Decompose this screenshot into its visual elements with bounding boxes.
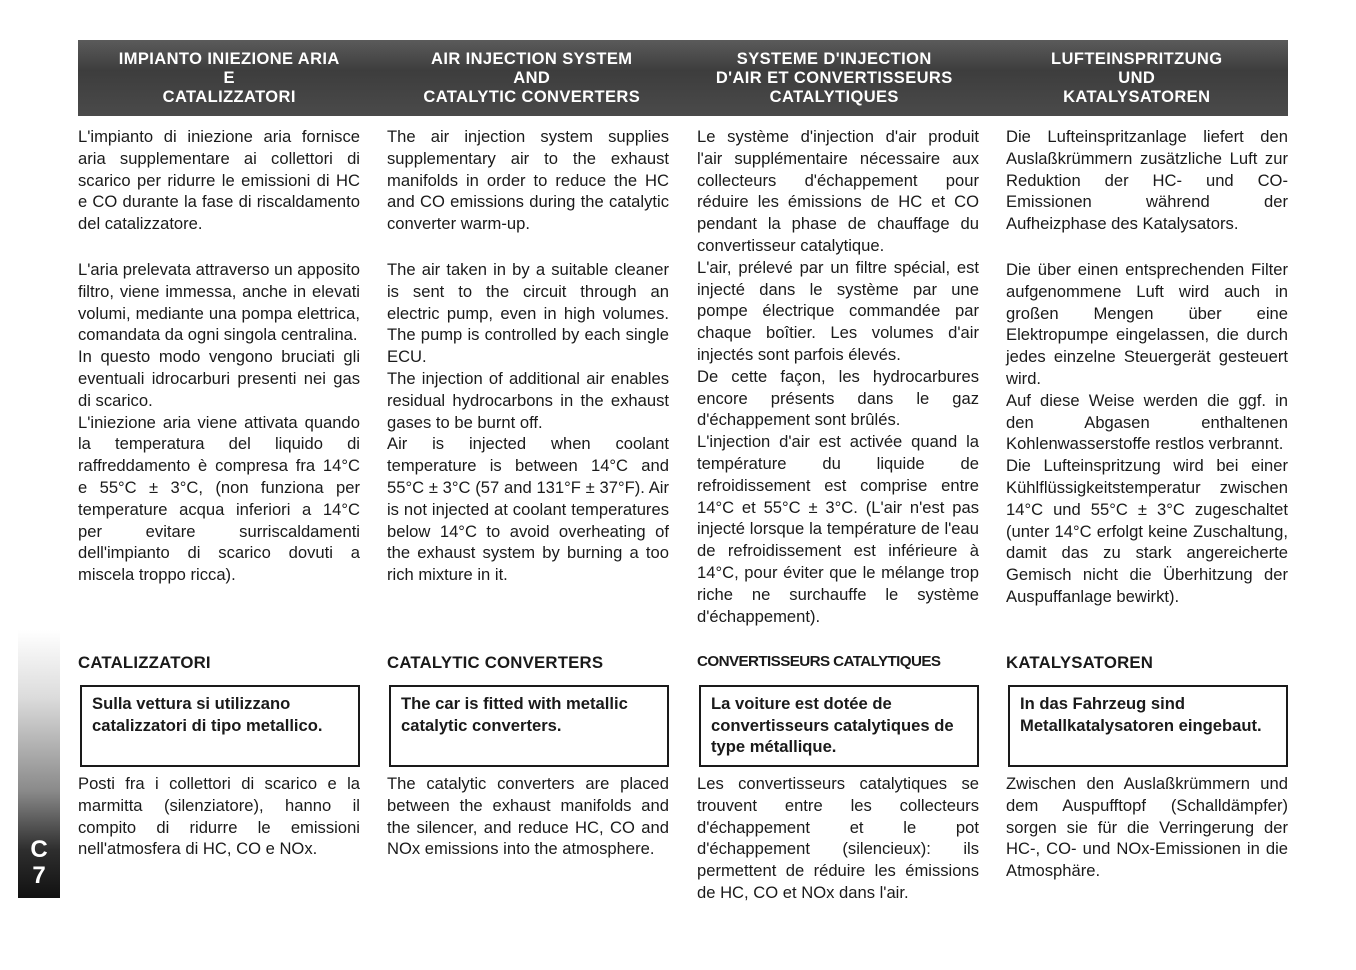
paragraph: De cette façon, les hydrocarbures encore présents dans le gaz d'échappement sont brûlés. xyxy=(697,366,979,430)
header-line: E xyxy=(223,68,235,87)
paragraph: The injection of additional air enables residual hydrocarbons in the exhaust gases to be burnt off. xyxy=(387,368,669,432)
paragraph: Die Lufteinspritzanlage liefert den Auslaßkrümmern zusätzliche Luft zur Reduktion der HC- und CO-Emissionen während der Aufheizphase des Katalysators. xyxy=(1006,127,1288,234)
section-letter: C xyxy=(30,836,48,863)
paragraph: In questo modo vengono bruciati gli eventuali idrocarburi presenti nei gas di scarico. xyxy=(78,347,360,410)
lower-text-german xyxy=(1006,773,1288,882)
header-line: KATALYSATOREN xyxy=(1063,87,1211,106)
paragraph: Die über einen entsprechenden Filter aufgenommene Luft wird auch in großen Mengen über eine Elektropumpe eingelassen, die durch jedes einzelne Steuergerät gesteuert wird. xyxy=(1006,259,1288,388)
section-number: 7 xyxy=(32,862,46,889)
paragraph: Les convertisseurs catalytiques se trouvent entre les collecteurs d'échappement et le pot d'échappement (silencieux): ils permettent de réduire les émissions de HC, CO et NOx dans l'air. xyxy=(697,774,979,902)
header-english xyxy=(381,40,684,116)
paragraph: The air injection system supplies supplementary air to the exhaust manifolds in order to reduce the HC and CO emissions during the catalytic converter warm-up. xyxy=(387,127,669,234)
column-english xyxy=(387,126,669,586)
section-tab xyxy=(18,830,60,896)
paragraph: Posti fra i collettori di scarico e la marmitta (silenziatore), hanno il compito di ridurre le emissioni nell'atmosfera di HC, CO e NOx. xyxy=(78,774,360,859)
header-line: CATALYTIQUES xyxy=(769,87,899,106)
lower-text-english xyxy=(387,773,669,860)
header-line: CATALYTIC CONVERTERS xyxy=(423,87,641,106)
paragraph: Le système d'injection d'air produit l'air supplémentaire nécessaire aux collecteurs d'échappement pour réduire les émissions de HC et CO pendant la phase de chauffage du convertisseur catalytique. xyxy=(697,127,979,255)
header-line: CATALIZZATORI xyxy=(162,87,296,106)
section-title-italian: CATALIZZATORI xyxy=(78,653,211,672)
header-italian xyxy=(78,40,381,116)
header-line: UND xyxy=(1118,68,1156,87)
header-line: AND xyxy=(513,68,551,87)
section-title-french: CONVERTISSEURS CATALYTIQUES xyxy=(697,653,941,670)
header-line: LUFTEINSPRITZUNG xyxy=(1051,49,1223,68)
header-band xyxy=(78,40,1288,116)
section-title-english: CATALYTIC CONVERTERS xyxy=(387,653,604,672)
note-box-german: In das Fahrzeug sind Metallkatalysatoren eingebaut. xyxy=(1008,685,1288,767)
section-title-german: KATALYSATOREN xyxy=(1006,653,1154,672)
paragraph: The air taken in by a suitable cleaner is sent to the circuit through an electric pump, even in high volumes. The pump is controlled by each single ECU. xyxy=(387,259,669,367)
lower-text-french xyxy=(697,773,979,904)
header-line: IMPIANTO INIEZIONE ARIA xyxy=(118,49,340,68)
lower-text-italian xyxy=(78,773,360,860)
paragraph: Air is injected when coolant temperature is between 14°C and 55°C ± 3°C (57 and 131°F ± 37°F). Air is not injected at coolant temperatures below 14°C to avoid overheating of the exhaust system by burning a too rich mixture in it. xyxy=(387,434,669,585)
note-box-english: The car is fitted with metallic catalytic converters. xyxy=(389,685,669,767)
paragraph: L'iniezione aria viene attivata quando la temperatura del liquido di raffreddamento è compresa fra 14°C e 55°C ± 3°C, (non funziona per temperature acqua inferiori a 14°C per evitare surriscaldamenti dell'impianto di scarico dovuti a miscela troppo ricca). xyxy=(78,412,360,585)
header-line: AIR INJECTION SYSTEM xyxy=(431,49,633,68)
column-german xyxy=(1006,126,1288,608)
paragraph: Zwischen den Auslaßkrümmern und dem Auspufftopf (Schalldämpfer) sorgen sie für die Verringerung der HC-, CO- und NOx-Emissionen in die Atmosphäre. xyxy=(1006,774,1288,881)
paragraph: L'impianto di iniezione aria fornisce aria supplementare ai collettori di scarico per ridurre le emissioni di HC e CO durante la fase di riscaldamento del catalizzatore. xyxy=(78,127,360,234)
column-french xyxy=(697,126,979,627)
paragraph: L'aria prelevata attraverso un apposito filtro, viene immessa, anche in elevati volumi, mediante una pompa elettrica, comandata da ogni singola centralina. xyxy=(78,259,360,345)
header-line: SYSTEME D'INJECTION xyxy=(736,49,932,68)
note-box-italian: Sulla vettura si utilizzano catalizzatori di tipo metallico. xyxy=(80,685,360,767)
paragraph: L'injection d'air est activée quand la température du liquide de refroidissement est comprise entre 14°C et 55°C ± 3°C. (L'air n'est pas injecté lorsque la température de l'eau de refroidissement est inférieure à 14°C, pour éviter que le mélange trop riche ne surchauffe le système d'échappement). xyxy=(697,432,979,626)
paragraph: L'air, prélevé par un filtre spécial, est injecté dans le système par une pompe électrique commandée par chaque boîtier. Les volumes d'air injectés sont parfois élevés. xyxy=(697,257,979,364)
paragraph: The catalytic converters are placed between the exhaust manifolds and the silencer, and reduce HC, CO and NOx emissions into the atmosphere. xyxy=(387,774,669,859)
header-french xyxy=(683,40,986,116)
header-german xyxy=(986,40,1289,116)
header-line: D'AIR ET CONVERTISSEURS xyxy=(715,68,953,87)
column-italian xyxy=(78,126,360,586)
paragraph: Die Lufteinspritzung wird bei einer Kühlflüssigkeitstemperatur zwischen 14°C und 55°C ± 3°C zugeschaltet (unter 14°C erfolgt keine Zuschaltung, damit das zu stark angereicherte Gemisch nicht die Überhitzung der Auspuffanlage bewirkt). xyxy=(1006,456,1288,606)
note-box-french: La voiture est dotée de convertisseurs catalytiques de type métallique. xyxy=(699,685,979,767)
paragraph: Auf diese Weise werden die ggf. in den Abgasen enthaltenen Kohlenwasserstoffe restlos verbrannt. xyxy=(1006,390,1288,454)
